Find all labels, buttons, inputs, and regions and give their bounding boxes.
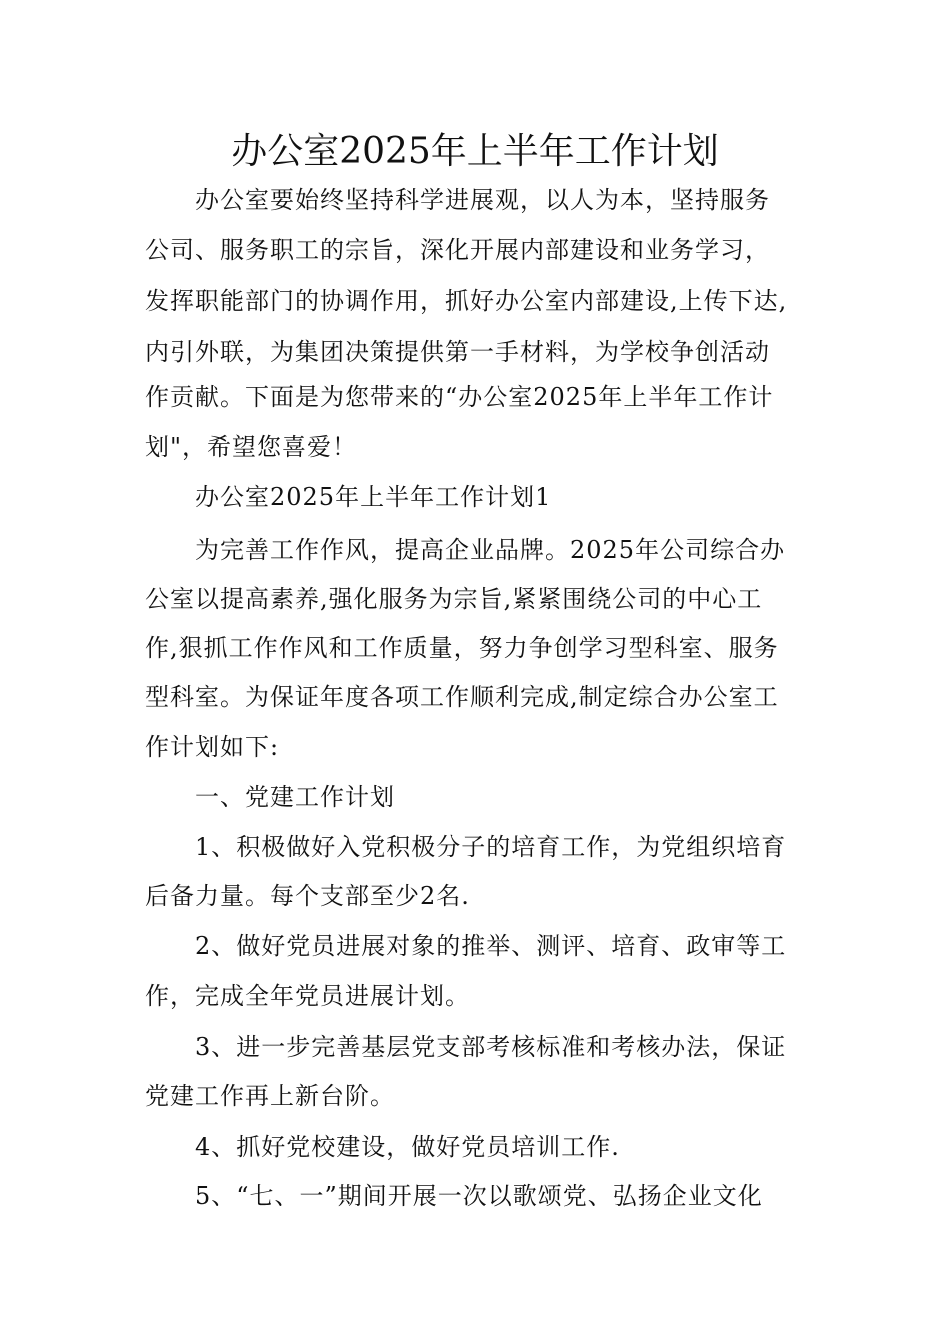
list-item-continuation: 党建工作再上新台阶。 xyxy=(145,1082,395,1110)
paragraph-line: 型科室。为保证年度各项工作顺利完成,制定综合办公室工 xyxy=(145,683,779,711)
list-item: 3、进一步完善基层党支部考核标准和考核办法，保证 xyxy=(195,1033,787,1061)
document-title: 办公室2025年上半年工作计划 xyxy=(231,131,719,172)
paragraph-line: 划"，希望您喜爱！ xyxy=(145,433,358,461)
list-item: 4、抓好党校建设，做好党员培训工作. xyxy=(195,1133,620,1161)
paragraph-line: 作贡献。下面是为您带来的“办公室2025年上半年工作计 xyxy=(145,383,774,411)
paragraph-line: 为完善工作作风，提高企业品牌。2025年公司综合办 xyxy=(195,536,786,564)
list-item-continuation: 后备力量。每个支部至少2名. xyxy=(145,882,470,910)
section-heading: 办公室2025年上半年工作计划1 xyxy=(195,483,552,511)
list-item: 2、做好党员进展对象的推举、测评、培育、政审等工 xyxy=(195,932,787,960)
paragraph-line: 内引外联，为集团决策提供第一手材料，为学校争创活动 xyxy=(145,338,770,366)
paragraph-line: 办公室要始终坚持科学进展观，以人为本，坚持服务 xyxy=(195,186,770,214)
paragraph-line: 作,狠抓工作作风和工作质量，努力争创学习型科室、服务 xyxy=(145,634,779,662)
paragraph-line: 公室以提高素养,强化服务为宗旨,紧紧围绕公司的中心工 xyxy=(145,585,763,613)
paragraph-line: 发挥职能部门的协调作用，抓好办公室内部建设,上传下达, xyxy=(145,287,788,315)
paragraph-line: 公司、服务职工的宗旨，深化开展内部建设和业务学习， xyxy=(145,236,770,264)
list-item: 5、“七、一”期间开展一次以歌颂党、弘扬企业文化 xyxy=(195,1182,763,1210)
section-heading: 一、党建工作计划 xyxy=(195,783,395,811)
paragraph-line: 作计划如下: xyxy=(145,733,280,761)
list-item-continuation: 作，完成全年党员进展计划。 xyxy=(145,982,470,1010)
list-item: 1、积极做好入党积极分子的培育工作，为党组织培育 xyxy=(195,833,787,861)
